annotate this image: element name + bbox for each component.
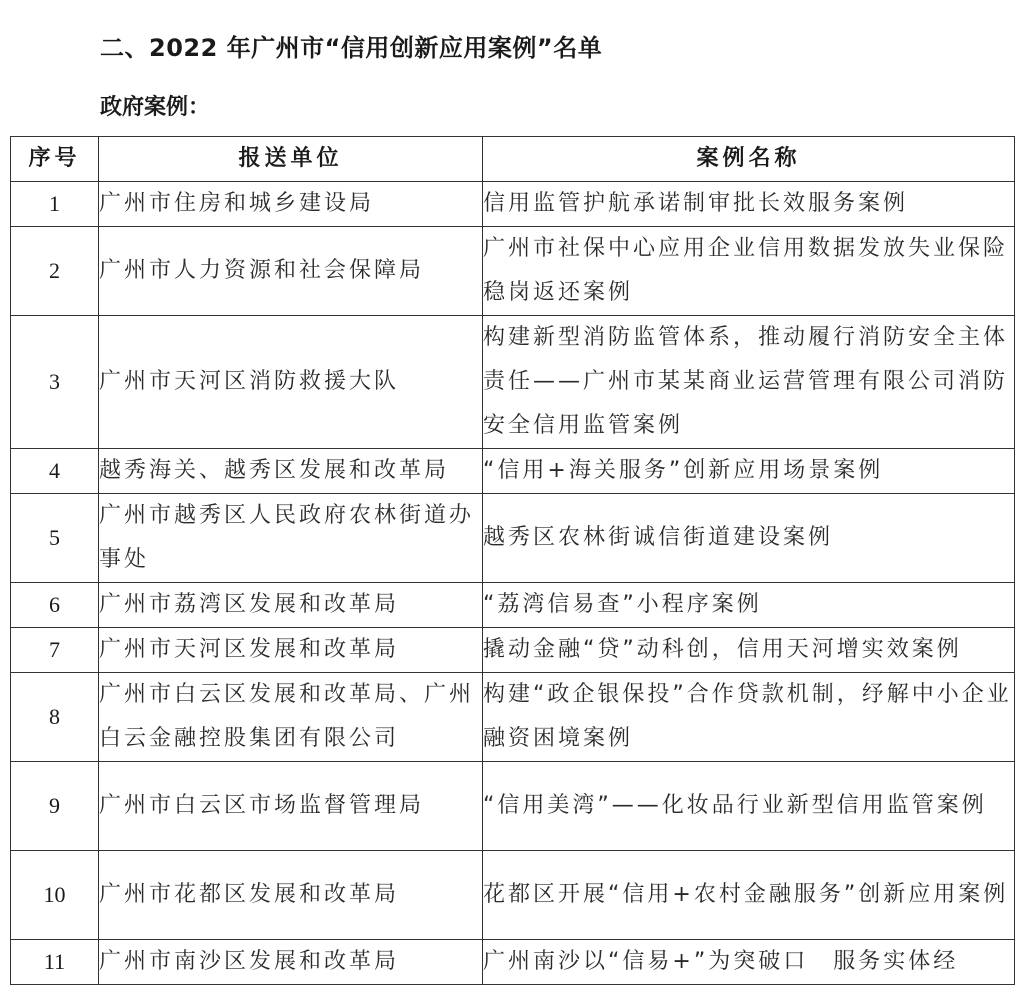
row-unit: 越秀海关、越秀区发展和改革局 <box>99 449 483 494</box>
document-heading: 二、2022 年广州市“信用创新应用案例”名单 <box>100 34 603 62</box>
table-row <box>11 851 1015 940</box>
table-row <box>11 182 1015 227</box>
row-unit: 广州市住房和城乡建设局 <box>99 182 483 227</box>
table-header-row <box>11 137 1015 182</box>
row-unit: 广州市花都区发展和改革局 <box>99 851 483 940</box>
row-case-name: 广州南沙以“信易+”为突破口 服务实体经 <box>483 940 1015 985</box>
header-case-name: 案例名称 <box>483 137 1015 182</box>
row-case-name: 花都区开展“信用+农村金融服务”创新应用案例 <box>483 851 1015 940</box>
table-row <box>11 673 1015 762</box>
row-case-name: 撬动金融“贷”动科创，信用天河增实效案例 <box>483 628 1015 673</box>
row-number: 1 <box>11 182 99 227</box>
row-case-name: “荔湾信易查”小程序案例 <box>483 583 1015 628</box>
row-case-name: 构建“政企银保投”合作贷款机制，纾解中小企业融资困境案例 <box>483 673 1015 762</box>
row-number: 6 <box>11 583 99 628</box>
header-unit: 报送单位 <box>99 137 483 182</box>
row-number: 5 <box>11 494 99 583</box>
row-number: 10 <box>11 851 99 940</box>
row-unit: 广州市天河区发展和改革局 <box>99 628 483 673</box>
row-number: 9 <box>11 762 99 851</box>
table-row <box>11 628 1015 673</box>
row-unit: 广州市荔湾区发展和改革局 <box>99 583 483 628</box>
row-unit: 广州市南沙区发展和改革局 <box>99 940 483 985</box>
table-row <box>11 762 1015 851</box>
row-number: 4 <box>11 449 99 494</box>
row-number: 2 <box>11 227 99 316</box>
row-number: 11 <box>11 940 99 985</box>
table-row <box>11 494 1015 583</box>
table-row <box>11 449 1015 494</box>
row-case-name: 信用监管护航承诺制审批长效服务案例 <box>483 182 1015 227</box>
row-number: 7 <box>11 628 99 673</box>
table-row <box>11 940 1015 985</box>
table-row <box>11 583 1015 628</box>
row-case-name: 广州市社保中心应用企业信用数据发放失业保险稳岗返还案例 <box>483 227 1015 316</box>
header-number: 序号 <box>11 137 99 182</box>
table-row <box>11 316 1015 449</box>
row-case-name: “信用+海关服务”创新应用场景案例 <box>483 449 1015 494</box>
row-unit: 广州市白云区市场监督管理局 <box>99 762 483 851</box>
row-unit: 广州市天河区消防救援大队 <box>99 316 483 449</box>
row-unit: 广州市白云区发展和改革局、广州白云金融控股集团有限公司 <box>99 673 483 762</box>
row-number: 3 <box>11 316 99 449</box>
row-case-name: “信用美湾”——化妆品行业新型信用监管案例 <box>483 762 1015 851</box>
row-case-name: 越秀区农林街诚信街道建设案例 <box>483 494 1015 583</box>
section-subheading: 政府案例： <box>100 95 211 120</box>
case-list-table <box>10 136 1015 985</box>
row-case-name: 构建新型消防监管体系，推动履行消防安全主体责任——广州市某某商业运营管理有限公司消防安全信用监管案例 <box>483 316 1015 449</box>
row-unit: 广州市人力资源和社会保障局 <box>99 227 483 316</box>
row-number: 8 <box>11 673 99 762</box>
row-unit: 广州市越秀区人民政府农林街道办事处 <box>99 494 483 583</box>
table-row <box>11 227 1015 316</box>
